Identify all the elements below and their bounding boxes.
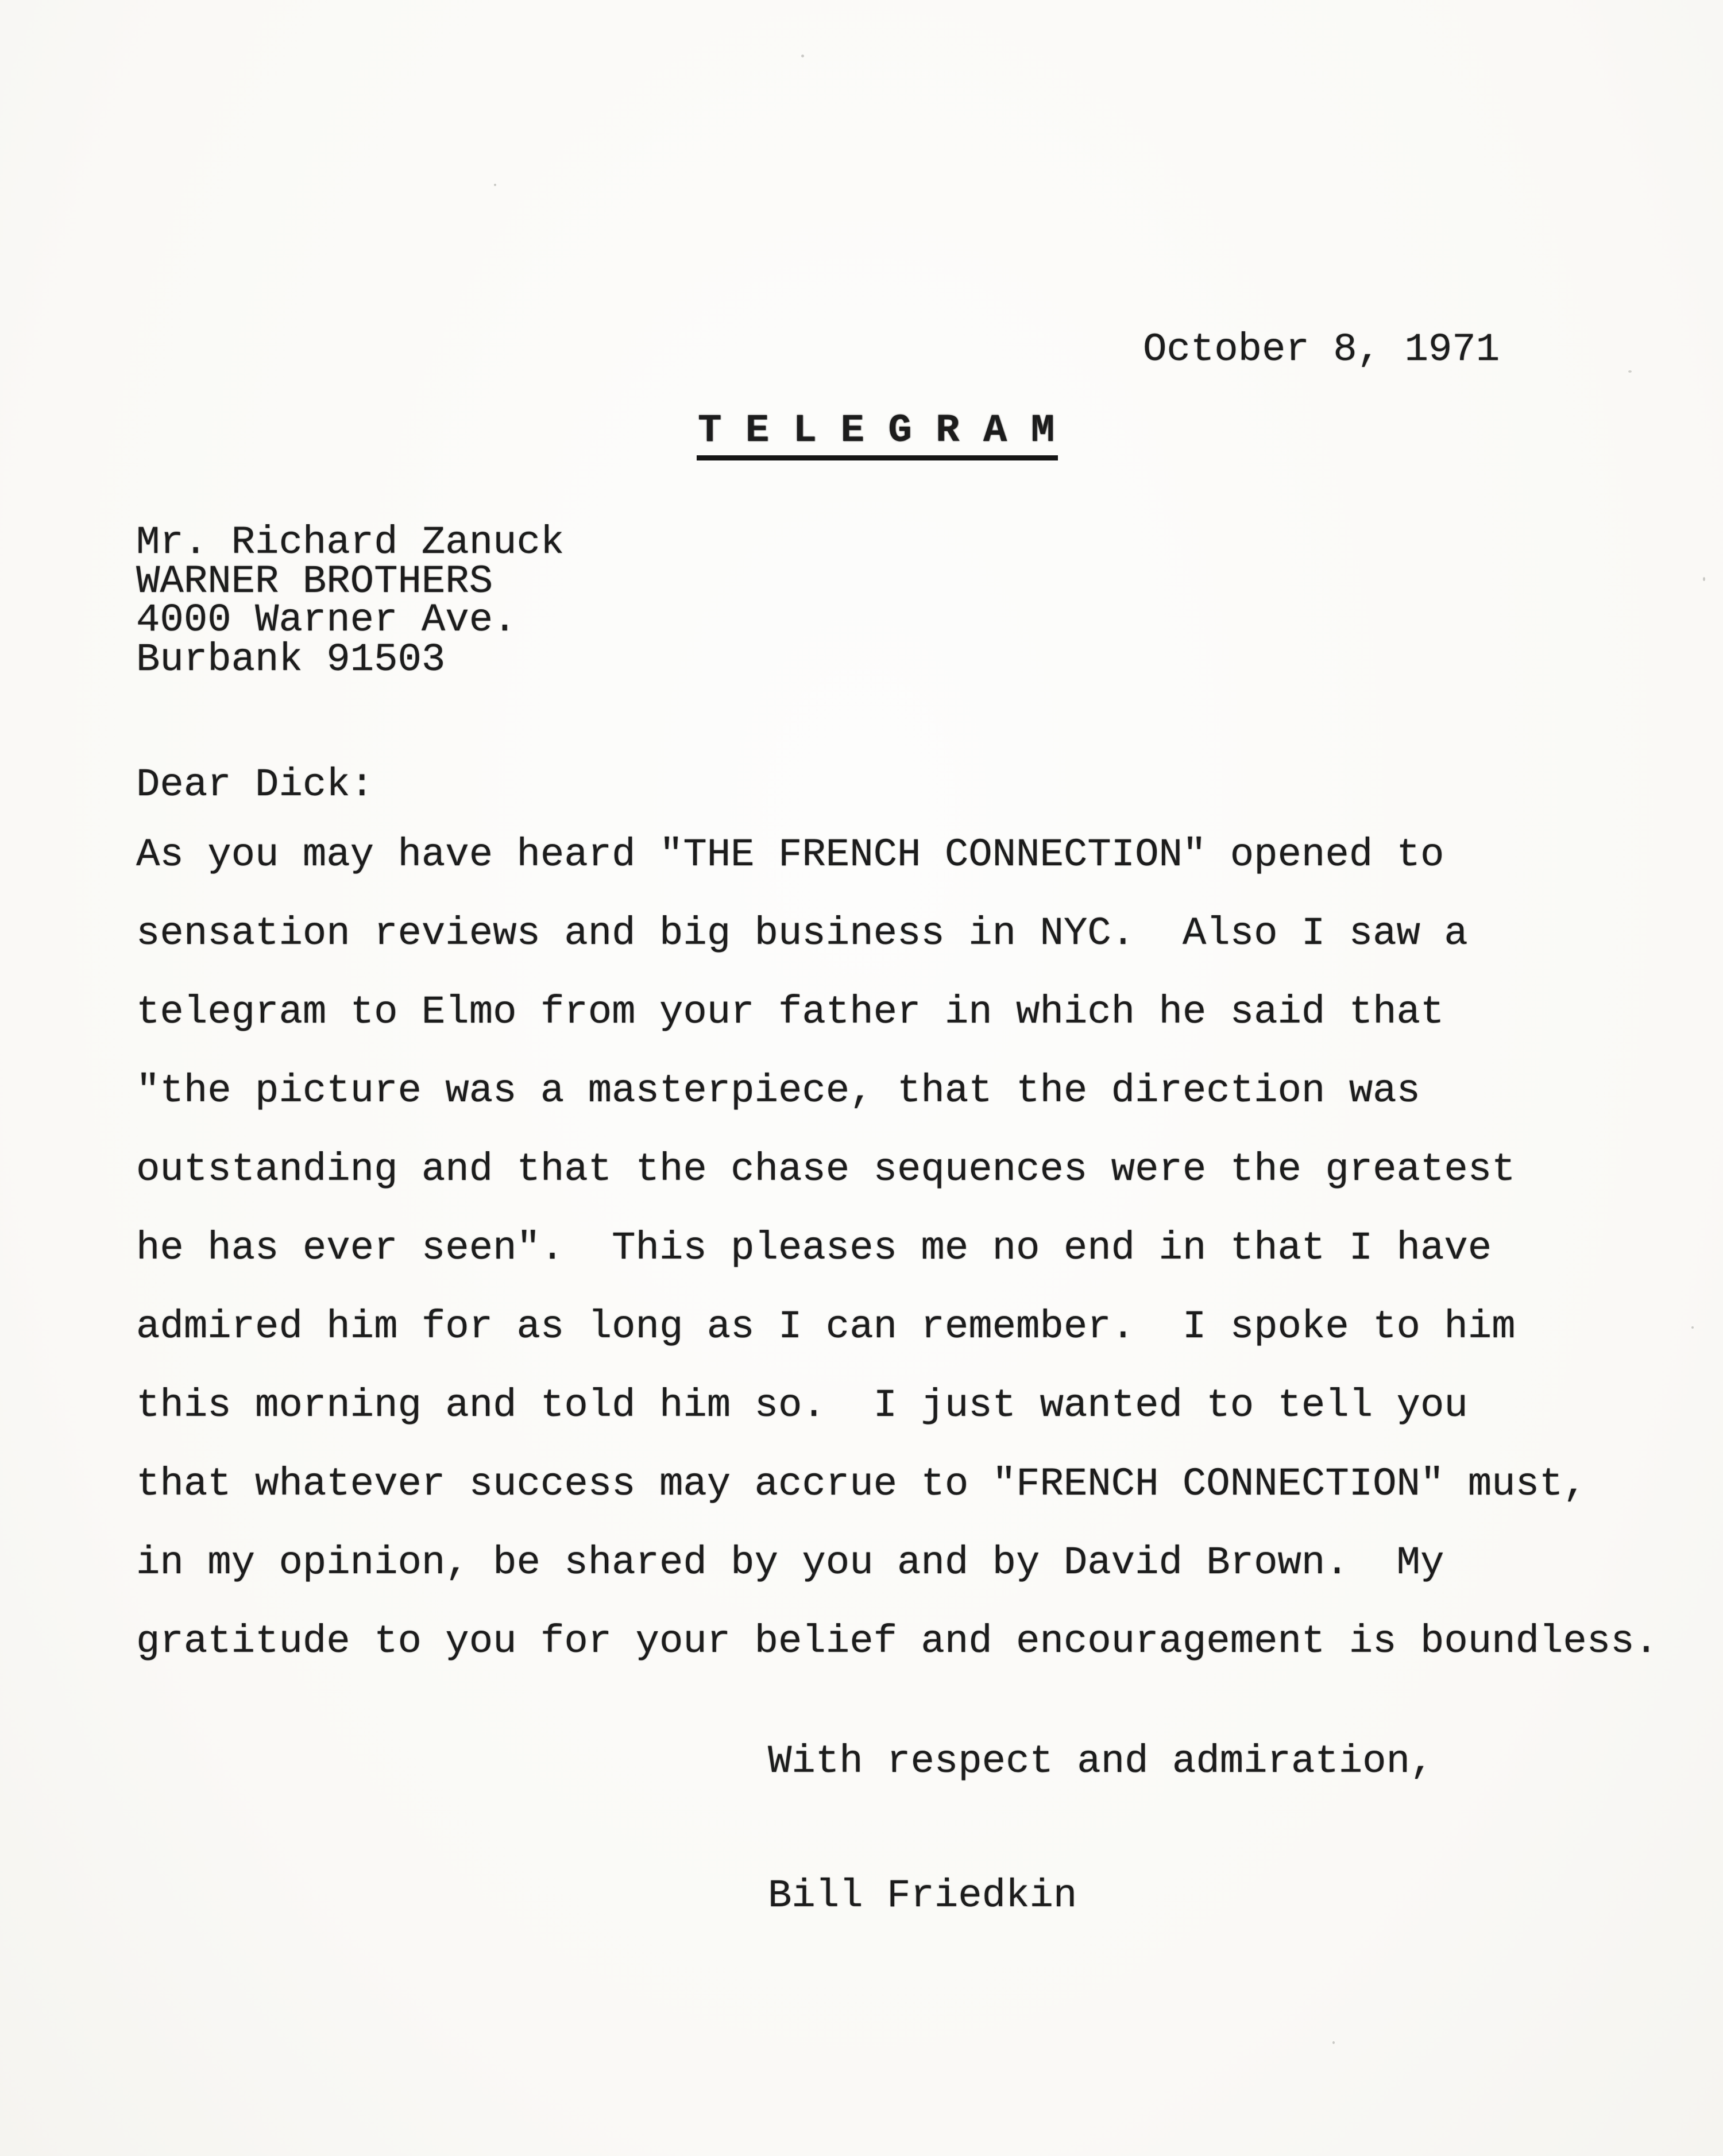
scan-speck — [801, 55, 804, 57]
scan-speck — [1332, 2041, 1335, 2044]
body-line: outstanding and that the chase sequences were the greatest — [136, 1147, 1516, 1192]
scan-speck — [494, 184, 496, 186]
closing: With respect and admiration, — [768, 1739, 1434, 1784]
recipient-company: WARNER BROTHERS — [136, 559, 493, 604]
page-title: T E L E G R A M — [697, 411, 1058, 460]
scan-speck — [1628, 370, 1632, 373]
body-line: sensation reviews and big business in NYC. Also I saw a — [136, 911, 1468, 956]
date: October 8, 1971 — [1143, 327, 1500, 372]
body-line: As you may have heard "THE FRENCH CONNECTION" opened to — [136, 833, 1444, 877]
recipient-name: Mr. Richard Zanuck — [136, 520, 565, 565]
recipient-city: Burbank 91503 — [136, 637, 446, 682]
body-line: in my opinion, be shared by you and by David Brown. My — [136, 1540, 1444, 1585]
body-line: telegram to Elmo from your father in which he said that — [136, 990, 1444, 1035]
body-line: that whatever success may accrue to "FRENCH CONNECTION" must, — [136, 1462, 1587, 1507]
body-line: he has ever seen". This pleases me no end in that I have — [136, 1226, 1492, 1271]
body-line: gratitude to you for your belief and encouragement is boundless. — [136, 1619, 1659, 1664]
scan-speck — [1691, 1326, 1694, 1329]
signature: Bill Friedkin — [768, 1874, 1077, 1918]
body-line: this morning and told him so. I just wanted to tell you — [136, 1383, 1468, 1428]
salutation: Dear Dick: — [136, 762, 374, 807]
letter-body — [136, 816, 1698, 1681]
body-line: "the picture was a masterpiece, that the direction was — [136, 1069, 1420, 1113]
body-line: admired him for as long as I can remember. I spoke to him — [136, 1305, 1516, 1349]
recipient-street: 4000 Warner Ave. — [136, 598, 517, 642]
scan-speck — [1703, 577, 1705, 581]
